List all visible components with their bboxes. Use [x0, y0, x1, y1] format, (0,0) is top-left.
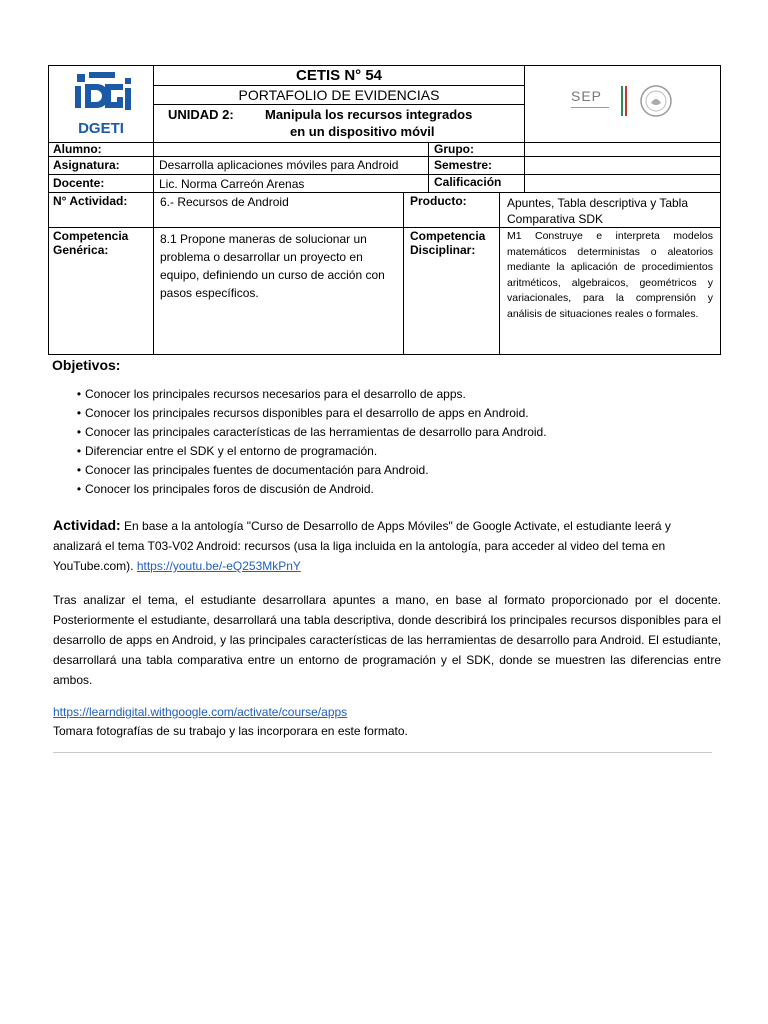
actividad-heading: Actividad:: [53, 517, 121, 533]
school-name: CETIS N° 54: [153, 65, 525, 86]
list-item: • Conocer las principales fuentes de documentación para Android.: [76, 463, 429, 477]
docente-value: Lic. Norma Carreón Arenas: [153, 174, 429, 193]
sep-logo-text: SEP: [571, 88, 603, 104]
portfolio-title: PORTAFOLIO DE EVIDENCIAS: [153, 85, 525, 105]
unit-title-line1: Manipula los recursos integrados: [265, 107, 473, 122]
alumno-label: Alumno:: [48, 142, 154, 157]
list-item: • Conocer los principales recursos necesarios para el desarrollo de apps.: [76, 387, 466, 401]
comp-generica-label-line1: Competencia: [53, 229, 129, 243]
semestre-value: [524, 156, 721, 175]
comp-generica-value: 8.1 Propone maneras de solucionar un problema o desarrollar un proyecto en equipo, definiendo un curso de acción con pasos específicos.: [153, 227, 404, 355]
grupo-value: [524, 142, 721, 157]
national-seal-icon: [639, 83, 673, 119]
comp-disciplinar-value: M1 Construye e interpreta modelos matemáticos deterministas o aleatorios mediante la aplicación de procedimientos aritméticos, algebraicos, geométricos y variacionales, para la comprensión y análisis de situaciones reales o formales.: [499, 227, 721, 355]
actividad-paragraph: [53, 515, 721, 576]
actividad-paragraph2: Tras analizar el tema, el estudiante desarrollara apuntes a mano, en base al formato proporcionado por el docente. Posteriormente el estudiante, desarrollará una tabla descriptiva, donde describirá los principales recursos disponibles para el desarrollo de apps en Android, y las principales características de las herramientas de desarrollo para Android. El estudiante, desarrollará una tabla comparativa entre un entorno de programación y el SDK, donde se muestren las diferencias entre ambos.: [53, 593, 721, 687]
comp-generica-label: [48, 227, 154, 355]
comp-disciplinar-label: [403, 227, 500, 355]
actividad-text: En base a la antología "Curso de Desarrollo de Apps Móviles" de Google Activate, el estudiante leerá y analizará el tema T03-V02 Android: recursos (usa la liga incluida en la antología, para acceder al video del tema en YouTube.com).: [53, 519, 671, 573]
objetivos-title: Objetivos:: [52, 357, 121, 373]
producto-value: Apuntes, Tabla descriptiva y Tabla Comparativa SDK: [499, 192, 721, 228]
actividad-value: 6.- Recursos de Android: [153, 192, 404, 228]
course-link[interactable]: https://learndigital.withgoogle.com/activate/course/apps: [53, 705, 348, 719]
objetivos-list: [73, 385, 713, 499]
actividad-label: N° Actividad:: [48, 192, 154, 228]
comp-generica-label-line2: Genérica:: [53, 243, 109, 257]
asignatura-value: Desarrolla aplicaciones móviles para Android: [153, 156, 429, 175]
comp-disciplinar-label-line1: Competencia: [410, 229, 486, 243]
dgeti-logo-icon: [67, 70, 137, 120]
semestre-label: Semestre:: [428, 156, 525, 175]
list-item: • Diferenciar entre el SDK y el entorno de programación.: [76, 444, 378, 458]
calificacion-value: [524, 174, 721, 193]
video-link[interactable]: https://youtu.be/-eQ253MkPnY: [136, 559, 301, 573]
asignatura-label: Asignatura:: [48, 156, 154, 175]
alumno-value: [153, 142, 429, 157]
calificacion-label: Calificación: [428, 174, 525, 193]
sep-logo-cell: [524, 65, 721, 143]
unit-cell: [153, 104, 525, 143]
list-item: • Conocer los principales recursos disponibles para el desarrollo de apps en Android.: [76, 406, 529, 420]
comp-disciplinar-label-line2: Disciplinar:: [410, 243, 476, 257]
bottom-divider: [53, 752, 712, 753]
logo-cell: [48, 65, 154, 143]
sep-divider: [571, 107, 609, 108]
flag-bar-red: [625, 86, 627, 116]
unit-title-line2: en un dispositivo móvil: [290, 124, 435, 139]
grupo-label: Grupo:: [428, 142, 525, 157]
producto-label: Producto:: [403, 192, 500, 228]
closing-text: Tomara fotografías de su trabajo y las incorporara en este formato.: [53, 724, 408, 738]
logo-text: DGETI: [78, 120, 124, 137]
flag-bar-green: [621, 86, 623, 116]
list-item: • Conocer los principales foros de discusión de Android.: [76, 482, 374, 496]
list-item: • Conocer las principales características de las herramientas de desarrollo para Android.: [76, 425, 547, 439]
unit-label: UNIDAD 2:: [168, 107, 234, 122]
docente-label: Docente:: [48, 174, 154, 193]
